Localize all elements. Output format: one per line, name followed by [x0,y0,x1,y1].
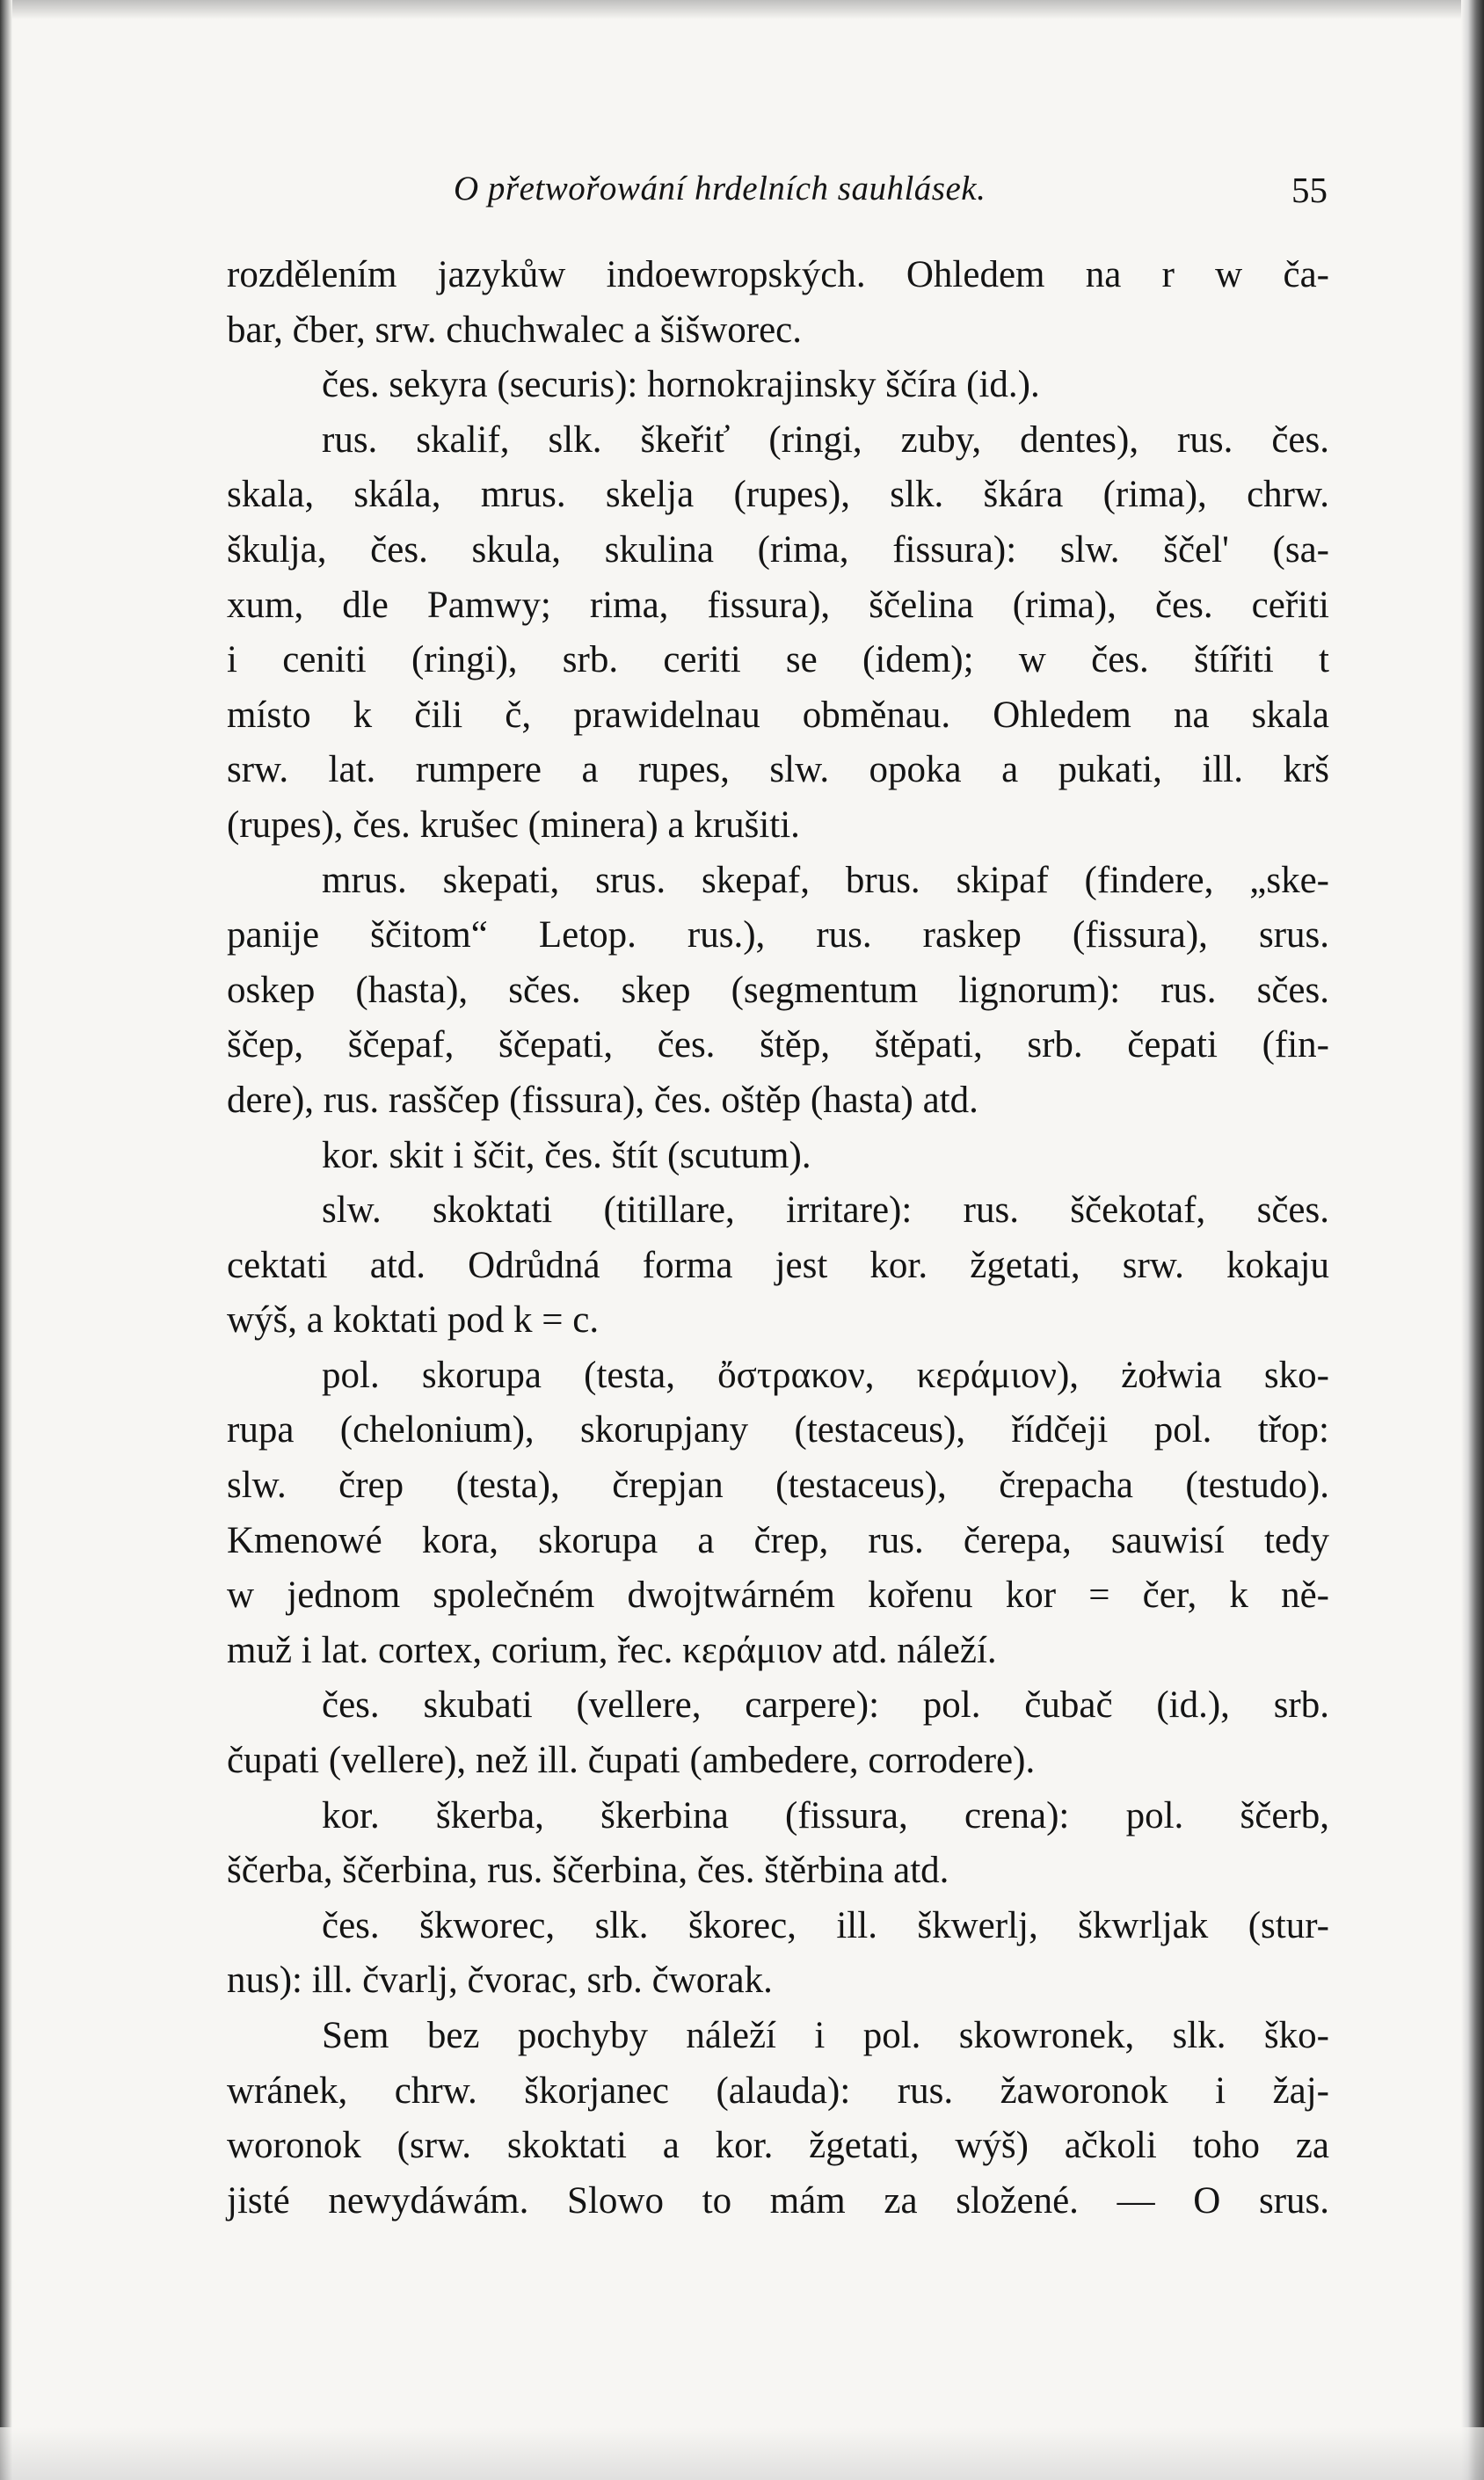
scan-shadow-left [0,0,12,2480]
text-line: wýš, a koktati pod k = c. [227,1299,600,1342]
running-header [229,169,1328,222]
text-line: w jednom společném dwojtwárném kořenu kor = čer, k ně- [227,1575,1329,1617]
text-line: slw. črep (testa), črepjan (testaceus), črepacha (testudo). [227,1465,1329,1507]
text-line: panije ščitom“ Letop. rus.), rus. raskep (fissura), srus. [227,914,1329,956]
scan-shadow-right [1461,0,1484,2480]
text-line: čes. skubati (vellere, carpere): pol. čubač (id.), srb. [322,1684,1329,1727]
text-line: cektati atd. Odrůdná forma jest kor. žgetati, srw. kokaju [227,1244,1329,1286]
text-line: jisté newydáwám. Slowo to mám za složené. — O srus. [227,2179,1329,2222]
page-number: 55 [1291,170,1328,210]
text-line: pol. skorupa (testa, ὄστρακον, κεράμιον), żołwia sko- [322,1354,1329,1396]
text-line: i ceniti (ringi), srb. ceriti se (idem); w čes. štířiti t [227,639,1329,681]
text-line: woronok (srw. skoktati a kor. žgetati, wýš) ačkoli toho za [227,2125,1329,2167]
text-line: čes. sekyra (securis): hornokrajinsky ščíra (id.). [322,364,1040,406]
text-line: škulja, čes. skula, skulina (rima, fissura): slw. ščel' (sa- [227,528,1329,571]
text-line: dere), rus. rasščep (fissura), čes. oštěp (hasta) atd. [227,1079,978,1121]
scan-shadow-bottom [0,2427,1484,2480]
text-line: slw. skoktati (titillare, irritare): rus. ščekotaf, sčes. [322,1189,1329,1232]
text-line: nus): ill. čvarlj, čvorac, srb. čworak. [227,1960,773,2002]
text-line: srw. lat. rumpere a rupes, slw. opoka a pukati, ill. krš [227,749,1329,791]
text-line: rus. skalif, slk. škeřiť (ringi, zuby, dentes), rus. čes. [322,418,1329,461]
page-body [227,248,1329,2229]
text-line: Sem bez pochyby náleží i pol. skowronek, slk. ško- [322,2015,1329,2056]
scan-shadow-top [0,0,1484,19]
text-line: kor. škerba, škerbina (fissura, crena): pol. ščerb, [322,1794,1329,1836]
text-line: muž i lat. cortex, corium, řec. κεράμιον atd. náleží. [227,1629,997,1671]
text-line: Kmenowé kora, skorupa a črep, rus. čerepa, sauwisí tedy [227,1519,1329,1561]
text-line: skala, skála, mrus. skelja (rupes), slk. škára (rima), chrw. [227,474,1329,516]
text-line: ščerba, ščerbina, rus. ščerbina, čes. štěrbina atd. [227,1850,949,1892]
text-line: xum, dle Pamwy; rima, fissura), ščelina (rima), čes. ceřiti [227,584,1329,626]
text-line: rupa (chelonium), skorupjany (testaceus), řídčeji pol. třop: [227,1409,1329,1451]
text-line: čes. škworec, slk. škorec, ill. škwerlj, škwrljak (stur- [322,1904,1329,1946]
text-line: oskep (hasta), sčes. skep (segmentum lignorum): rus. sčes. [227,969,1329,1011]
text-line: wránek, chrw. škorjanec (alauda): rus. žaworonok i žaj- [227,2069,1329,2112]
running-title: O přetwořowání hrdelních sauhlásek. [454,170,986,207]
text-line: místo k čili č, prawidelnau obměnau. Ohledem na skala [227,694,1329,736]
text-line: kor. skit i ščit, čes. štít (scutum). [322,1134,811,1176]
text-line: ščep, ščepaf, ščepati, čes. štěp, štěpati, srb. čepati (fin- [227,1024,1329,1066]
text-line: mrus. skepati, srus. skepaf, brus. skipaf (findere, „ske- [322,859,1329,901]
text-line: čupati (vellere), než ill. čupati (ambedere, corrodere). [227,1740,1036,1782]
text-line: bar, čber, srw. chuchwalec a šišworec. [227,309,802,351]
text-line: rozdělením jazykůw indoewropských. Ohledem na r w ča- [227,254,1329,295]
text-line: (rupes), čes. krušec (minera) a krušiti. [227,804,800,846]
